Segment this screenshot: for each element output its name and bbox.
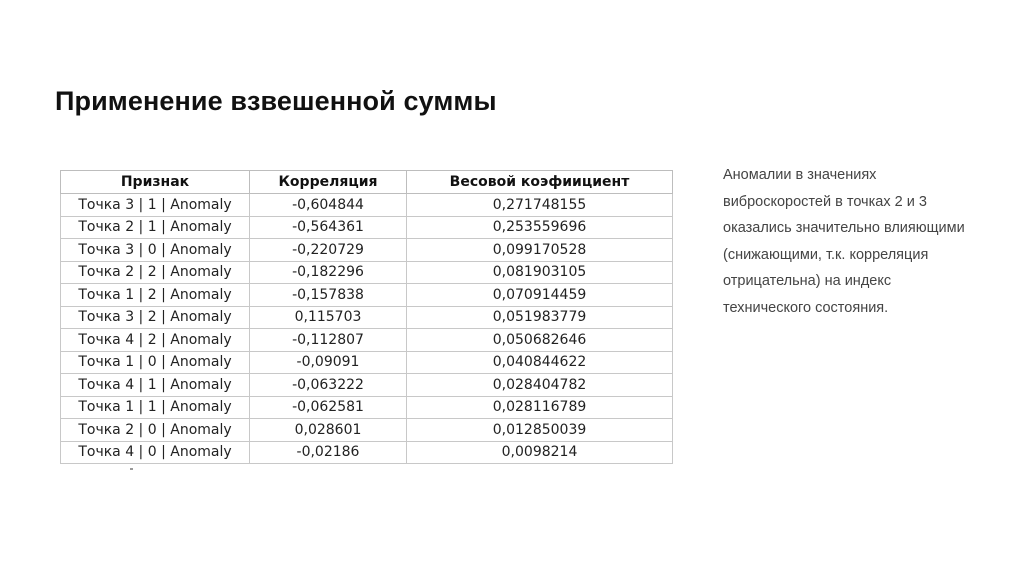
feature-cell: Точка 3 | 2 | Anomaly bbox=[61, 306, 250, 329]
slide-title: Применение взвешенной суммы bbox=[55, 86, 497, 116]
correlation-cell: -0,157838 bbox=[250, 284, 407, 307]
table-row bbox=[61, 284, 673, 307]
header-weight: Весовой коэфиициент bbox=[407, 171, 673, 194]
weight-cell: 0,081903105 bbox=[407, 261, 673, 284]
weight-cell: 0,070914459 bbox=[407, 284, 673, 307]
description-text: Аномалии в значениях виброскоростей в точках 2 и 3 оказались значительно влияющими (снижающими, т.к. корреляция отрицательна) на индекс технического состояния. bbox=[723, 167, 965, 316]
feature-cell: Точка 4 | 0 | Anomaly bbox=[61, 441, 250, 464]
feature-cell: Точка 4 | 1 | Anomaly bbox=[61, 374, 250, 397]
feature-cell: Точка 2 | 0 | Anomaly bbox=[61, 419, 250, 442]
feature-cell: Точка 2 | 2 | Anomaly bbox=[61, 261, 250, 284]
correlation-cell: -0,062581 bbox=[250, 396, 407, 419]
header-correlation: Корреляция bbox=[250, 171, 407, 194]
correlation-cell: -0,09091 bbox=[250, 351, 407, 374]
weight-cell: 0,253559696 bbox=[407, 216, 673, 239]
feature-cell: Точка 4 | 2 | Anomaly bbox=[61, 329, 250, 352]
correlation-cell: -0,220729 bbox=[250, 239, 407, 262]
weight-cell: 0,012850039 bbox=[407, 419, 673, 442]
weight-cell: 0,028404782 bbox=[407, 374, 673, 397]
weight-cell: 0,0098214 bbox=[407, 441, 673, 464]
weight-cell: 0,051983779 bbox=[407, 306, 673, 329]
correlation-cell: -0,02186 bbox=[250, 441, 407, 464]
correlation-cell: 0,028601 bbox=[250, 419, 407, 442]
correlation-cell: -0,564361 bbox=[250, 216, 407, 239]
feature-cell: Точка 2 | 1 | Anomaly bbox=[61, 216, 250, 239]
header-feature: Признак bbox=[61, 171, 250, 194]
weight-cell: 0,099170528 bbox=[407, 239, 673, 262]
feature-cell: Точка 3 | 0 | Anomaly bbox=[61, 239, 250, 262]
weight-cell: 0,028116789 bbox=[407, 396, 673, 419]
table-row bbox=[61, 419, 673, 442]
table-row bbox=[61, 374, 673, 397]
correlation-cell: 0,115703 bbox=[250, 306, 407, 329]
table-row bbox=[61, 396, 673, 419]
table-row bbox=[61, 239, 673, 262]
feature-cell: Точка 1 | 0 | Anomaly bbox=[61, 351, 250, 374]
table-row bbox=[61, 216, 673, 239]
correlation-cell: -0,063222 bbox=[250, 374, 407, 397]
table-row bbox=[61, 261, 673, 284]
correlation-cell: -0,112807 bbox=[250, 329, 407, 352]
weight-cell: 0,271748155 bbox=[407, 194, 673, 217]
feature-cell: Точка 3 | 1 | Anomaly bbox=[61, 194, 250, 217]
weight-cell: 0,040844622 bbox=[407, 351, 673, 374]
table-row bbox=[61, 351, 673, 374]
weights-table-container bbox=[60, 170, 672, 464]
feature-cell: Точка 1 | 1 | Anomaly bbox=[61, 396, 250, 419]
table-row bbox=[61, 329, 673, 352]
table-header-row bbox=[61, 171, 673, 194]
correlation-cell: -0,604844 bbox=[250, 194, 407, 217]
weight-cell: 0,050682646 bbox=[407, 329, 673, 352]
table-row bbox=[61, 306, 673, 329]
stray-mark bbox=[130, 468, 133, 470]
table-row bbox=[61, 194, 673, 217]
correlation-cell: -0,182296 bbox=[250, 261, 407, 284]
weights-table bbox=[60, 170, 673, 464]
table-row bbox=[61, 441, 673, 464]
feature-cell: Точка 1 | 2 | Anomaly bbox=[61, 284, 250, 307]
